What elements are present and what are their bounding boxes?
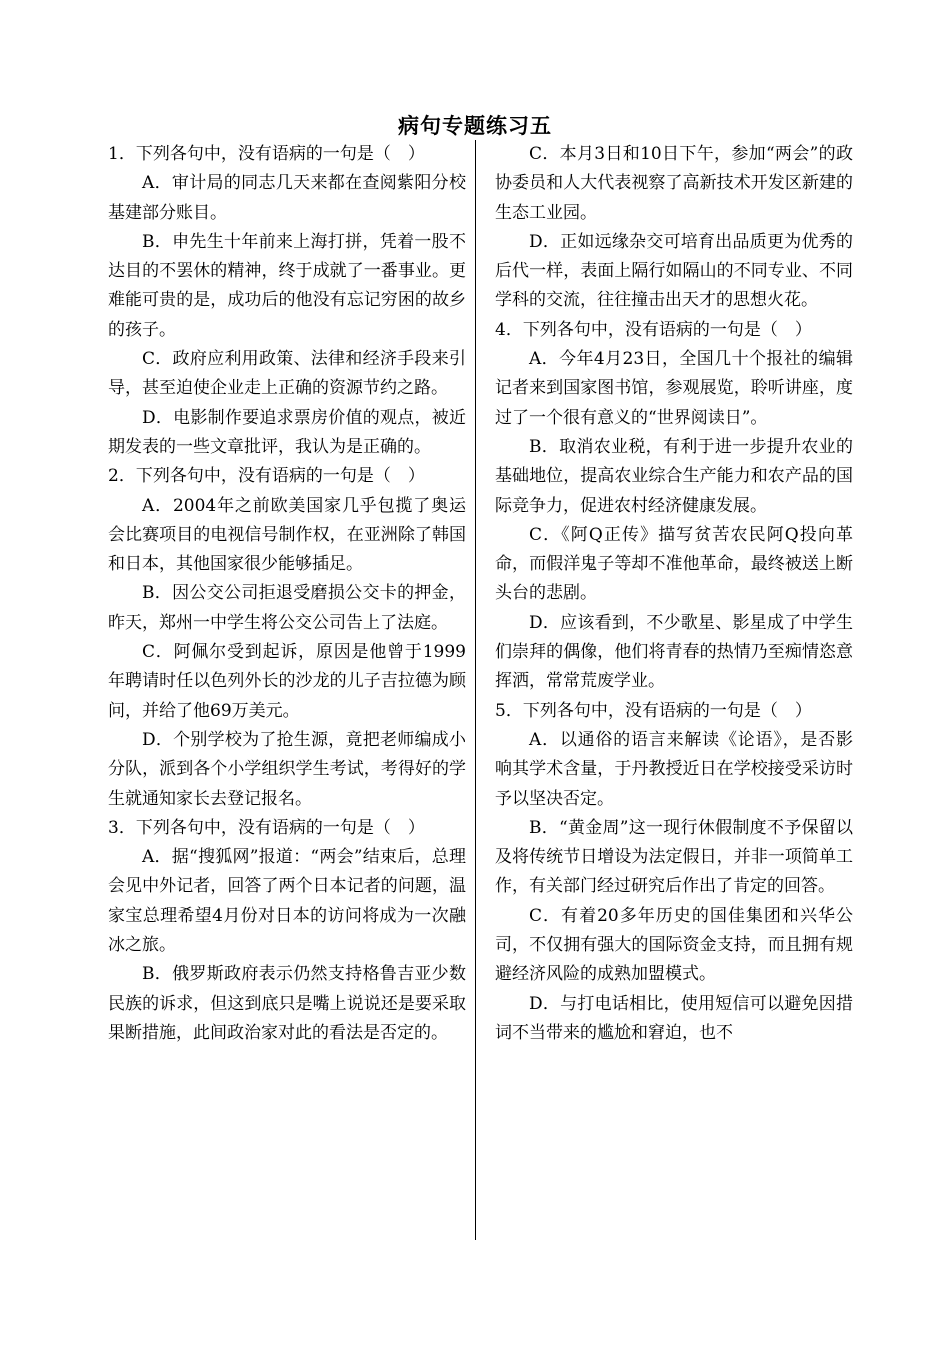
question-1 [108,140,466,462]
question-stem: 2．下列各句中，没有语病的一句是（ ） [108,466,425,487]
option-b: B．因公交公司拒退受磨损公交卡的押金，昨天，郑州一中学生将公交公司告上了法庭。 [108,583,466,633]
option-d: D．应该看到，不少歌星、影星成了中学生们崇拜的偶像，他们将青春的热情乃至痴情恣意挥洒，常常荒废学业。 [495,612,853,692]
option-b: B．取消农业税，有利于进一步提升农业的基础地位，提高农业综合生产能力和农产品的国际竞争力，促进农村经济健康发展。 [495,436,853,516]
question-stem: 4．下列各句中，没有语病的一句是（ ） [495,319,812,340]
question-4 [495,316,853,697]
option-b: B．申先生十年前来上海打拼，凭着一股不达目的不罢休的精神，终于成就了一番事业。更难能可贵的是，成功后的他没有忘记穷困的故乡的孩子。 [108,231,466,340]
question-stem: 1．下列各句中，没有语病的一句是（ ） [108,144,425,164]
option-a: A．据“搜狐网”报道：“两会”结束后，总理会见中外记者，回答了两个日本记者的问题，温家宝总理希望4月份对日本的访问将成为一次融冰之旅。 [108,847,466,956]
option-c: C．本月3日和10日下午，参加“两会”的政协委员和人大代表视察了高新技术开发区新建的生态工业园。 [495,144,853,223]
option-a: A．以通俗的语言来解读《论语》，是否影响其学术含量，于丹教授近日在学校接受采访时予以坚决否定。 [495,729,853,809]
question-stem: 3．下列各句中，没有语病的一句是（ ） [108,817,425,838]
option-b: B．“黄金周”这一现行休假制度不予保留以及将传统节日增设为法定假日，并非一项简单工作，有关部门经过研究后作出了肯定的回答。 [495,817,853,897]
option-a: A．今年4月23日，全国几十个报社的编辑记者来到国家图书馆，参观展览，聆听讲座，度过了一个很有意义的“世界阅读日”。 [495,349,853,428]
option-d: D．个别学校为了抢生源，竟把老师编成小分队，派到各个小学组织学生考试，考得好的学生就通知家长去登记报名。 [108,729,466,809]
option-a: A．审计局的同志几天来都在查阅紫阳分校基建部分账目。 [108,173,466,223]
question-3-continued [495,140,853,316]
option-c: C．政府应利用政策、法律和经济手段来引导，甚至迫使企业走上正确的资源节约之路。 [108,349,466,399]
question-2 [108,462,466,814]
option-c: C．有着20多年历史的国佳集团和兴华公司，不仅拥有强大的国际资金支持，而且拥有规避经济风险的成熟加盟模式。 [495,905,853,985]
left-column [108,140,466,1048]
option-c: C．阿佩尔受到起诉，原因是他曾于1999年聘请时任以色列外长的沙龙的儿子吉拉德为顾问，并给了他69万美元。 [108,642,466,721]
question-stem: 5．下列各句中，没有语病的一句是（ ） [495,700,812,721]
option-d: D．与打电话相比，使用短信可以避免因措词不当带来的尴尬和窘迫，也不 [495,993,853,1043]
right-column [495,140,853,1048]
option-d: D．正如远缘杂交可培育出品质更为优秀的后代一样，表面上隔行如隔山的不同专业、不同学科的交流，往往撞击出天才的思想火花。 [495,231,853,311]
option-b: B．俄罗斯政府表示仍然支持格鲁吉亚少数民族的诉求，但这到底只是嘴上说说还是要采取果断措施，此间政治家对此的看法是否定的。 [108,964,466,1043]
question-5 [495,697,853,1049]
option-d: D．电影制作要追求票房价值的观点，被近期发表的一些文章批评，我认为是正确的。 [108,407,466,457]
question-3 [108,814,466,1048]
option-c: C．《阿Q正传》描写贫苦农民阿Q投向革命，而假洋鬼子等却不准他革命，最终被送上断头台的悲剧。 [495,524,853,604]
option-a: A．2004年之前欧美国家几乎包揽了奥运会比赛项目的电视信号制作权，在亚洲除了韩国和日本，其他国家很少能够插足。 [108,495,466,575]
column-divider [475,140,476,1240]
page-title: 病句专题练习五 [398,114,552,138]
